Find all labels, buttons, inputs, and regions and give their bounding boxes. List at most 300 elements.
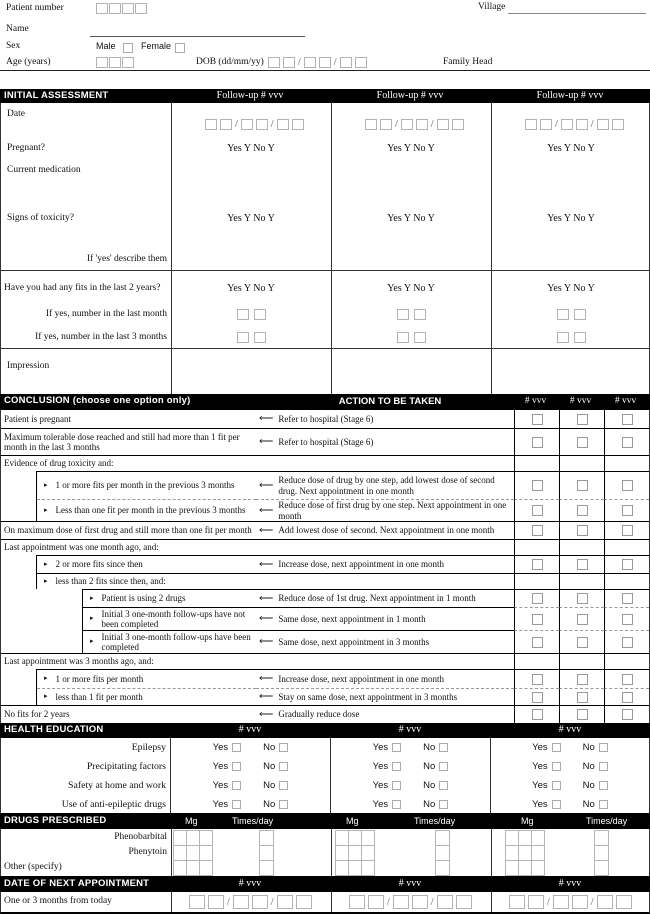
date-digit-box[interactable]	[380, 119, 392, 130]
action-text: Add lowest dose of second. Next appointment in one month	[278, 525, 495, 536]
describe-row-label: If 'yes' describe them	[86, 254, 167, 264]
visit-cell	[514, 539, 559, 555]
pregnant-yesno-col1[interactable]: Yes Y No Y	[227, 143, 275, 154]
conclusion-label	[1, 455, 256, 471]
digit-box[interactable]	[414, 332, 426, 343]
checkbox[interactable]	[577, 674, 588, 685]
digit-box[interactable]	[397, 309, 409, 320]
checkbox[interactable]	[622, 674, 633, 685]
conclusion-action	[256, 630, 514, 653]
checkbox[interactable]	[532, 525, 543, 536]
visit-cell	[604, 688, 649, 705]
health-row-drug-use	[1, 795, 649, 814]
yes-checkbox[interactable]	[392, 762, 401, 771]
date-digit-box[interactable]	[456, 895, 472, 909]
mg-cell[interactable]	[336, 846, 349, 861]
digit-box[interactable]	[109, 57, 121, 68]
bullet-icon: ▸	[90, 614, 94, 623]
yes-checkbox[interactable]	[232, 781, 241, 790]
date-digit-box[interactable]	[437, 119, 449, 130]
conclusion-action	[256, 521, 514, 539]
no-label: No	[423, 799, 436, 810]
yes-label: Yes	[212, 780, 229, 791]
date-digit-box[interactable]	[368, 895, 384, 909]
digit-box[interactable]	[135, 3, 147, 14]
yes-checkbox[interactable]	[232, 800, 241, 809]
yes-checkbox[interactable]	[552, 743, 561, 752]
fits-yesno-col2[interactable]: Yes Y No Y	[387, 283, 435, 294]
yes-checkbox[interactable]	[232, 743, 241, 752]
no-checkbox[interactable]	[279, 762, 288, 771]
toxicity-yesno-col3[interactable]: Yes Y No Y	[547, 213, 595, 224]
date-digit-box[interactable]	[349, 895, 365, 909]
date-digit-box[interactable]	[437, 895, 453, 909]
visit-cell	[559, 455, 604, 471]
drugs-prescribed-title: DRUGS PRESCRIBED	[4, 815, 107, 826]
digit-box[interactable]	[574, 332, 586, 343]
label-text: Patient is pregnant	[4, 413, 71, 424]
health-row-precipitating	[1, 757, 649, 776]
date-digit-box[interactable]	[612, 119, 624, 130]
visit-cell	[604, 705, 649, 723]
date-digit-box[interactable]	[412, 895, 428, 909]
dob-label: DOB (dd/mm/yy)	[196, 57, 264, 67]
mg-cell[interactable]	[336, 861, 349, 876]
digit-box[interactable]	[109, 3, 121, 14]
digit-box[interactable]	[237, 309, 249, 320]
checkbox[interactable]	[577, 614, 588, 625]
date-digit-box[interactable]	[296, 895, 312, 909]
timesday-cell[interactable]	[595, 831, 609, 846]
bullet-icon: ▸	[44, 674, 48, 683]
timesday-boxes-col2	[435, 830, 450, 876]
checkbox[interactable]	[622, 414, 633, 425]
yes-label: Yes	[532, 780, 548, 791]
digit-box[interactable]	[574, 309, 586, 320]
header-divider	[0, 70, 650, 71]
timesday-cell[interactable]	[595, 846, 609, 861]
date-separator: /	[333, 57, 337, 68]
visit-header-2: # vvv	[398, 724, 422, 735]
timesday-boxes-col1	[259, 830, 274, 876]
conclusion-label	[37, 688, 256, 705]
yes-checkbox[interactable]	[552, 781, 561, 790]
date-digit-box[interactable]	[268, 57, 280, 68]
conclusion-label	[1, 539, 256, 555]
no-checkbox[interactable]	[439, 800, 448, 809]
next-appointment-bar	[0, 877, 650, 892]
village-input-line[interactable]	[508, 1, 646, 14]
date-digit-box[interactable]	[597, 895, 613, 909]
visit-cell	[514, 555, 559, 573]
date-digit-box[interactable]	[572, 895, 588, 909]
health-col-1	[171, 757, 331, 776]
mg-cell[interactable]	[506, 861, 519, 876]
date-digit-box[interactable]	[233, 895, 249, 909]
mg-cell[interactable]	[362, 831, 375, 846]
female-checkbox[interactable]	[175, 43, 185, 53]
left-arrow-icon: ⟵	[259, 436, 273, 448]
conclusion-row-10	[1, 589, 649, 607]
conclusion-action	[256, 499, 514, 521]
action-text: Reduce dose of 1st drug. Next appointment in 1 month	[278, 593, 476, 604]
timesday-cell[interactable]	[436, 861, 450, 876]
checkbox[interactable]	[622, 437, 633, 448]
visit-cell	[514, 455, 559, 471]
no-checkbox[interactable]	[439, 743, 448, 752]
mg-cell[interactable]	[349, 846, 362, 861]
date-digit-box[interactable]	[553, 895, 569, 909]
visit-cell	[604, 653, 649, 669]
visit-cell	[559, 630, 604, 653]
yes-label: Yes	[532, 761, 548, 772]
phenobarbital-label: Phenobarbital	[114, 832, 167, 842]
label-text: 1 or more fits per month	[55, 673, 144, 684]
mg-cell[interactable]	[200, 846, 213, 861]
date-digit-box[interactable]	[220, 119, 232, 130]
action-text: Refer to hospital (Stage 6)	[278, 413, 374, 424]
mg-cell[interactable]	[506, 846, 519, 861]
mg-cell[interactable]	[519, 846, 532, 861]
checkbox[interactable]	[577, 593, 588, 604]
column-divider	[171, 892, 172, 912]
no-checkbox[interactable]	[439, 762, 448, 771]
yes-label: Yes	[372, 799, 389, 810]
pregnant-yesno-col2[interactable]: Yes Y No Y	[387, 143, 435, 154]
checkbox[interactable]	[622, 505, 633, 516]
checkbox[interactable]	[622, 614, 633, 625]
date-digit-box[interactable]	[340, 57, 352, 68]
visit-cell	[514, 471, 559, 499]
conclusion-row-9	[1, 573, 649, 589]
mg-cell[interactable]	[174, 846, 187, 861]
no-checkbox[interactable]	[599, 743, 608, 752]
timesday-cell[interactable]	[436, 831, 450, 846]
visit-header-3: # vvv	[614, 396, 637, 406]
date-digit-box[interactable]	[540, 119, 552, 130]
followup-header-3: Follow-up # vvv	[536, 90, 604, 101]
mg-cell[interactable]	[200, 831, 213, 846]
date-digit-box[interactable]	[304, 57, 316, 68]
mg-cell[interactable]	[174, 831, 187, 846]
digit-box[interactable]	[122, 3, 134, 14]
conclusion-row-16	[1, 705, 649, 723]
checkbox[interactable]	[577, 480, 588, 491]
checkbox[interactable]	[532, 674, 543, 685]
checkbox[interactable]	[577, 505, 588, 516]
checkbox[interactable]	[577, 525, 588, 536]
visit-cell	[514, 669, 559, 688]
checkbox[interactable]	[532, 637, 543, 648]
conclusion-action	[256, 428, 514, 455]
row-divider	[1, 348, 649, 349]
checkbox[interactable]	[622, 692, 633, 703]
no-label: No	[263, 742, 276, 753]
mg-cell[interactable]	[187, 831, 200, 846]
checkbox[interactable]	[577, 637, 588, 648]
action-text: Gradually reduce dose	[278, 709, 360, 720]
date-digit-box[interactable]	[416, 119, 428, 130]
visit-header-1: # vvv	[238, 724, 262, 735]
fits-yesno-col3[interactable]: Yes Y No Y	[547, 283, 595, 294]
mg-header-3: Mg	[521, 816, 534, 826]
no-checkbox[interactable]	[599, 781, 608, 790]
date-digit-box[interactable]	[241, 119, 253, 130]
drugs-prescribed-bar	[0, 814, 650, 829]
label-text: less than 2 fits since then, and:	[55, 576, 166, 587]
timesday-cell[interactable]	[436, 846, 450, 861]
no-checkbox[interactable]	[279, 800, 288, 809]
checkbox[interactable]	[577, 692, 588, 703]
conclusion-label	[1, 428, 256, 455]
impression-row-label: Impression	[7, 361, 50, 371]
visit-cell	[604, 471, 649, 499]
date-digit-box[interactable]	[189, 895, 205, 909]
checkbox[interactable]	[532, 414, 543, 425]
conclusion-row-8	[1, 555, 649, 573]
date-digit-box[interactable]	[616, 895, 632, 909]
no-label: No	[263, 799, 276, 810]
checkbox[interactable]	[622, 525, 633, 536]
checkbox[interactable]	[577, 709, 588, 720]
no-checkbox[interactable]	[599, 800, 608, 809]
mg-cell[interactable]	[187, 861, 200, 876]
checkbox[interactable]	[622, 709, 633, 720]
date-separator: /	[298, 57, 301, 68]
date-digit-box[interactable]	[576, 119, 588, 130]
fits-month-label: If yes, number in the last month	[45, 309, 167, 319]
checkbox[interactable]	[532, 709, 543, 720]
toxicity-yesno-col1[interactable]: Yes Y No Y	[227, 213, 275, 224]
checkbox[interactable]	[622, 559, 633, 570]
yes-label: Yes	[212, 799, 229, 810]
date-digit-box[interactable]	[401, 119, 413, 130]
digit-box[interactable]	[237, 332, 249, 343]
visit-cell	[604, 521, 649, 539]
health-col-2	[331, 757, 491, 776]
no-checkbox[interactable]	[599, 762, 608, 771]
mg-boxes-col1	[173, 830, 213, 876]
date-digit-box[interactable]	[355, 57, 367, 68]
conclusion-bar	[0, 394, 650, 410]
age-label: Age (years)	[6, 57, 51, 67]
health-col-2	[331, 776, 491, 795]
no-checkbox[interactable]	[279, 781, 288, 790]
mg-cell[interactable]	[336, 831, 349, 846]
date-digit-box[interactable]	[292, 119, 304, 130]
date-digit-box[interactable]	[561, 119, 573, 130]
no-checkbox[interactable]	[439, 781, 448, 790]
date-digit-box[interactable]	[528, 895, 544, 909]
label-text: less than 1 fit per month	[55, 691, 143, 702]
health-col-1	[171, 795, 331, 814]
visit-cell	[604, 455, 649, 471]
yes-label: Yes	[532, 799, 548, 810]
date-digit-box[interactable]	[205, 119, 217, 130]
timesday-cell[interactable]	[595, 861, 609, 876]
mg-boxes-col3	[505, 830, 545, 876]
visit-cell	[559, 589, 604, 607]
visit-cell	[559, 539, 604, 555]
digit-box[interactable]	[96, 3, 108, 14]
phenytoin-label: Phenytoin	[128, 847, 167, 857]
visit-cell	[559, 428, 604, 455]
conclusion-label	[1, 410, 256, 428]
label-text: Maximum tolerable dose reached and still had more than 1 fit per month in the last 3 months	[4, 431, 240, 452]
name-input-line[interactable]	[90, 24, 305, 37]
next-date-boxes-col2	[349, 895, 472, 909]
date-digit-box[interactable]	[256, 119, 268, 130]
date-separator: /	[430, 896, 434, 908]
conclusion-row-3	[1, 455, 649, 471]
pregnant-yesno-col3[interactable]: Yes Y No Y	[547, 143, 595, 154]
date-boxes-col3	[525, 119, 624, 130]
timesday-cell[interactable]	[260, 846, 274, 861]
row-divider	[1, 270, 649, 271]
digit-box[interactable]	[557, 332, 569, 343]
sex-label: Sex	[6, 41, 21, 51]
toxicity-yesno-col2[interactable]: Yes Y No Y	[387, 213, 435, 224]
checkbox[interactable]	[622, 593, 633, 604]
left-arrow-icon: ⟵	[259, 558, 273, 570]
mg-header-2: Mg	[346, 816, 359, 826]
checkbox[interactable]	[532, 614, 543, 625]
date-digit-box[interactable]	[283, 57, 295, 68]
digit-box[interactable]	[96, 57, 108, 68]
date-digit-box[interactable]	[365, 119, 377, 130]
pregnant-row-label: Pregnant?	[7, 143, 45, 153]
date-digit-box[interactable]	[509, 895, 525, 909]
checkbox[interactable]	[532, 559, 543, 570]
date-digit-box[interactable]	[277, 895, 293, 909]
date-digit-box[interactable]	[525, 119, 537, 130]
column-divider	[171, 829, 172, 876]
digit-box[interactable]	[254, 332, 266, 343]
visit-cell	[514, 653, 559, 669]
checkbox[interactable]	[577, 414, 588, 425]
checkbox[interactable]	[532, 437, 543, 448]
mg-cell[interactable]	[349, 861, 362, 876]
bullet-icon: ▸	[44, 505, 48, 514]
mg-cell[interactable]	[362, 861, 375, 876]
mg-cell[interactable]	[532, 861, 545, 876]
conclusion-title: CONCLUSION (choose one option only)	[4, 395, 191, 406]
male-checkbox[interactable]	[123, 43, 133, 53]
mg-cell[interactable]	[187, 846, 200, 861]
mg-cell[interactable]	[200, 861, 213, 876]
digit-box[interactable]	[397, 332, 409, 343]
conclusion-label	[37, 555, 256, 573]
conclusion-label	[1, 521, 256, 539]
left-arrow-icon: ⟵	[259, 636, 273, 648]
mg-cell[interactable]	[532, 846, 545, 861]
timesday-cell[interactable]	[260, 861, 274, 876]
visit-cell	[559, 705, 604, 723]
yes-label: Yes	[372, 742, 389, 753]
date-digit-box[interactable]	[319, 57, 331, 68]
date-separator: /	[270, 119, 274, 130]
label-text: Last appointment was one month ago, and:	[4, 542, 159, 553]
conclusion-label	[83, 589, 256, 607]
yes-checkbox[interactable]	[232, 762, 241, 771]
date-digit-box[interactable]	[452, 119, 464, 130]
yes-checkbox[interactable]	[552, 762, 561, 771]
no-label: No	[582, 742, 595, 753]
date-digit-box[interactable]	[597, 119, 609, 130]
checkbox[interactable]	[532, 480, 543, 491]
bullet-icon: ▸	[44, 480, 48, 489]
digit-box[interactable]	[254, 309, 266, 320]
health-col-3	[491, 795, 649, 814]
checkbox[interactable]	[622, 637, 633, 648]
yes-checkbox[interactable]	[392, 743, 401, 752]
checkbox[interactable]	[532, 505, 543, 516]
visit-header-3: # vvv	[558, 724, 582, 735]
date-digit-box[interactable]	[393, 895, 409, 909]
no-checkbox[interactable]	[279, 743, 288, 752]
health-education-bar	[0, 723, 650, 738]
mg-cell[interactable]	[349, 831, 362, 846]
timesday-cell[interactable]	[260, 831, 274, 846]
checkbox[interactable]	[622, 480, 633, 491]
drugs-prescribed-table	[0, 829, 650, 877]
visit-header-1: # vvv	[524, 396, 547, 406]
action-text: Increase dose, next appointment in one month	[278, 673, 445, 684]
patient-number-label: Patient number	[6, 3, 64, 13]
date-digit-box[interactable]	[277, 119, 289, 130]
indent-spacer	[1, 669, 37, 688]
visit-cell	[604, 589, 649, 607]
mg-cell[interactable]	[532, 831, 545, 846]
checkbox[interactable]	[532, 692, 543, 703]
mg-cell[interactable]	[519, 831, 532, 846]
visit-cell	[604, 428, 649, 455]
yes-checkbox[interactable]	[392, 781, 401, 790]
fits-yesno-col1[interactable]: Yes Y No Y	[227, 283, 275, 294]
visit-cell	[559, 669, 604, 688]
conclusion-row-13	[1, 653, 649, 669]
visit-cell	[559, 688, 604, 705]
village-label: Village	[478, 2, 506, 12]
mg-cell[interactable]	[174, 861, 187, 876]
conclusion-action	[256, 555, 514, 573]
bullet-icon: ▸	[90, 637, 94, 646]
digit-box[interactable]	[122, 57, 134, 68]
no-label: No	[263, 761, 276, 772]
yes-checkbox[interactable]	[392, 800, 401, 809]
no-label: No	[423, 761, 436, 772]
digit-box[interactable]	[557, 309, 569, 320]
health-row-label: Epilepsy	[1, 738, 171, 757]
checkbox[interactable]	[577, 559, 588, 570]
checkbox[interactable]	[532, 593, 543, 604]
conclusion-action	[256, 589, 514, 607]
checkbox[interactable]	[577, 437, 588, 448]
indent-spacer	[1, 471, 37, 499]
date-digit-box[interactable]	[252, 895, 268, 909]
digit-box[interactable]	[414, 309, 426, 320]
mg-cell[interactable]	[362, 846, 375, 861]
mg-cell[interactable]	[506, 831, 519, 846]
date-separator: /	[590, 119, 594, 130]
no-label: No	[423, 780, 436, 791]
conclusion-action	[256, 455, 514, 471]
mg-cell[interactable]	[519, 861, 532, 876]
visit-cell	[559, 573, 604, 589]
indent-spacer	[1, 555, 37, 573]
yes-checkbox[interactable]	[552, 800, 561, 809]
date-digit-box[interactable]	[208, 895, 224, 909]
